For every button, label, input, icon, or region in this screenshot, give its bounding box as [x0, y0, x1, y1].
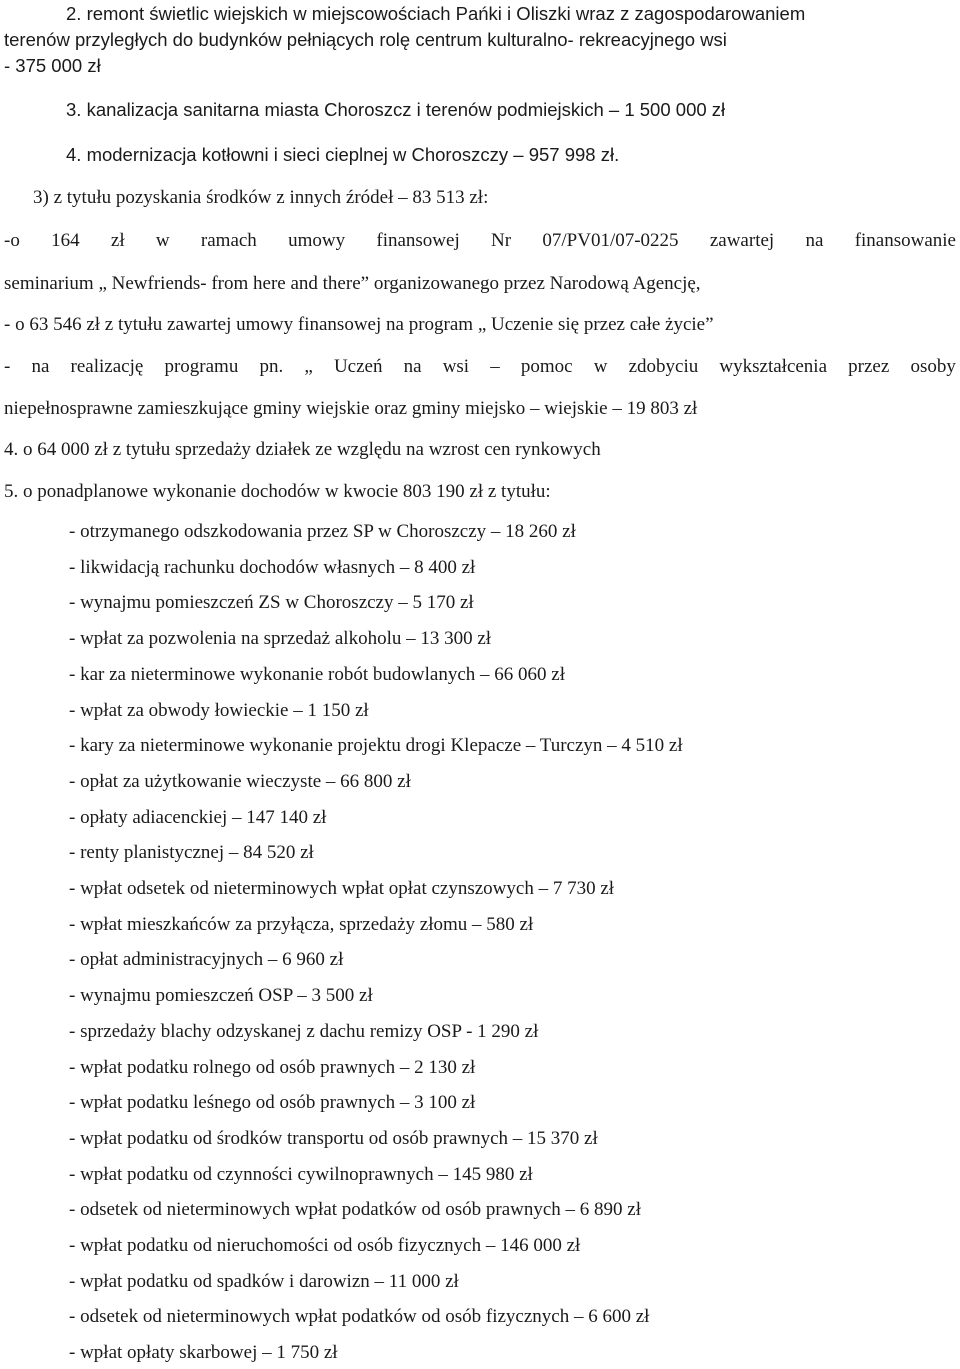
list-item: - renty planistycznej – 84 520 zł — [69, 842, 314, 864]
word: wykształcenia — [719, 356, 828, 377]
word: osoby — [910, 356, 956, 377]
list-item: - odsetek od nieterminowych wpłat podatków od osób fizycznych – 6 600 zł — [69, 1306, 650, 1328]
section-4-line: 4. o 64 000 zł z tytułu sprzedaży działek ze względu na wzrost cen rynkowych — [4, 439, 601, 460]
item-3: 3. kanalizacja sanitarna miasta Choroszcz i terenów podmiejskich – 1 500 000 zł — [66, 99, 726, 120]
item-2-line-2: terenów przyległych do budynków pełniących rolę centrum kulturalno- rekreacyjnego wsi — [4, 29, 727, 50]
list-item: - wpłat podatku od nieruchomości od osób fizycznych – 146 000 zł — [69, 1235, 581, 1256]
list-item: - wpłat mieszkańców za przyłącza, sprzedaży złomu – 580 zł — [69, 913, 534, 935]
word: zdobyciu — [628, 356, 699, 377]
section-3-para-2-line-1: - o 63 546 zł z tytułu zawartej umowy finansowej na program „ Uczenie się przez całe życie” — [4, 314, 714, 335]
word: w — [155, 230, 170, 251]
word: -o — [4, 230, 20, 251]
word: - — [4, 356, 11, 377]
list-item: - odsetek od nieterminowych wpłat podatków od osób prawnych – 6 890 zł — [69, 1199, 641, 1221]
section-5-heading: 5. o ponadplanowe wykonanie dochodów w kwocie 803 190 zł z tytułu: — [4, 481, 551, 502]
word: Uczeń — [333, 356, 383, 377]
word: na — [31, 356, 50, 377]
word: 07/PV01/07-0225 — [542, 230, 679, 251]
list-item: - opłat za użytkowanie wieczyste – 66 800 zł — [69, 770, 411, 792]
list-item: - kary za nieterminowe wykonanie projektu drogi Klepacze – Turczyn – 4 510 zł — [69, 735, 683, 757]
word: finansowanie — [854, 230, 956, 251]
item-4: 4. modernizacja kotłowni i sieci cieplnej w Choroszczy – 957 998 zł. — [66, 144, 620, 165]
list-item: - wynajmu pomieszczeń ZS w Choroszczy – 5 170 zł — [69, 592, 474, 614]
list-item: - opłaty adiacenckiej – 147 140 zł — [69, 806, 327, 828]
word: przez — [848, 356, 890, 377]
list-item: - wpłat podatku od spadków i darowizn – 11 000 zł — [69, 1270, 459, 1292]
section-3-para-1-line-2: seminarium „ Newfriends- from here and there” organizowanego przez Narodową Agencję, — [4, 273, 701, 294]
list-item: - wpłat podatku od czynności cywilnoprawnych – 145 980 zł — [69, 1163, 533, 1185]
list-item: - opłat administracyjnych – 6 960 zł — [69, 949, 344, 971]
list-item: - likwidacją rachunku dochodów własnych – 8 400 zł — [69, 556, 476, 578]
word: pn. — [259, 356, 284, 377]
list-item: - kar za nieterminowe wykonanie robót budowlanych – 66 060 zł — [69, 663, 565, 685]
section-3-para-2-line-2 — [4, 355, 956, 379]
list-item: - otrzymanego odszkodowania przez SP w Choroszczy – 18 260 zł — [69, 521, 576, 542]
word: na — [403, 356, 422, 377]
section-3-para-1-line-1 — [4, 229, 956, 253]
word: w — [593, 356, 608, 377]
word: programu — [164, 356, 239, 377]
list-item: - wpłat odsetek od nieterminowych wpłat opłat czynszowych – 7 730 zł — [69, 878, 615, 899]
word: realizację — [70, 356, 144, 377]
list-item: - sprzedaży blachy odzyskanej z dachu remizy OSP - 1 290 zł — [69, 1020, 539, 1042]
list-item: - wpłat za obwody łowieckie – 1 150 zł — [69, 699, 369, 721]
list-item: - wpłat za pozwolenia na sprzedaż alkoholu – 13 300 zł — [69, 628, 492, 650]
item-2-line-3: - 375 000 zł — [4, 55, 101, 76]
word: ramach — [200, 230, 257, 251]
list-item: - wynajmu pomieszczeń OSP – 3 500 zł — [69, 985, 373, 1007]
list-item: - wpłat podatku od środków transportu od osób prawnych – 15 370 zł — [69, 1127, 598, 1149]
word: „ — [304, 356, 313, 377]
word: na — [805, 230, 824, 251]
list-item: - wpłat podatku rolnego od osób prawnych – 2 130 zł — [69, 1056, 476, 1078]
item-2-line-1: 2. remont świetlic wiejskich w miejscowościach Pańki i Oliszki wraz z zagospodarowaniem — [66, 3, 806, 24]
word: umowy — [288, 230, 346, 251]
section-3-para-2-line-3: niepełnosprawne zamieszkujące gminy wiejskie oraz gminy miejsko – wiejskie – 19 803 zł — [4, 398, 698, 419]
word: wsi — [442, 356, 470, 377]
word: zawartej — [709, 230, 775, 251]
word: zł — [110, 230, 125, 251]
section-3-heading: 3) z tytułu pozyskania środków z innych źródeł – 83 513 zł: — [33, 187, 489, 208]
word: Nr — [491, 230, 512, 251]
word: – — [490, 356, 500, 377]
word: finansowej — [376, 230, 460, 251]
word: 164 — [51, 230, 80, 251]
list-item: - wpłat podatku leśnego od osób prawnych – 3 100 zł — [69, 1092, 476, 1114]
list-item: - wpłat opłaty skarbowej – 1 750 zł — [69, 1342, 338, 1364]
word: pomoc — [520, 356, 573, 377]
